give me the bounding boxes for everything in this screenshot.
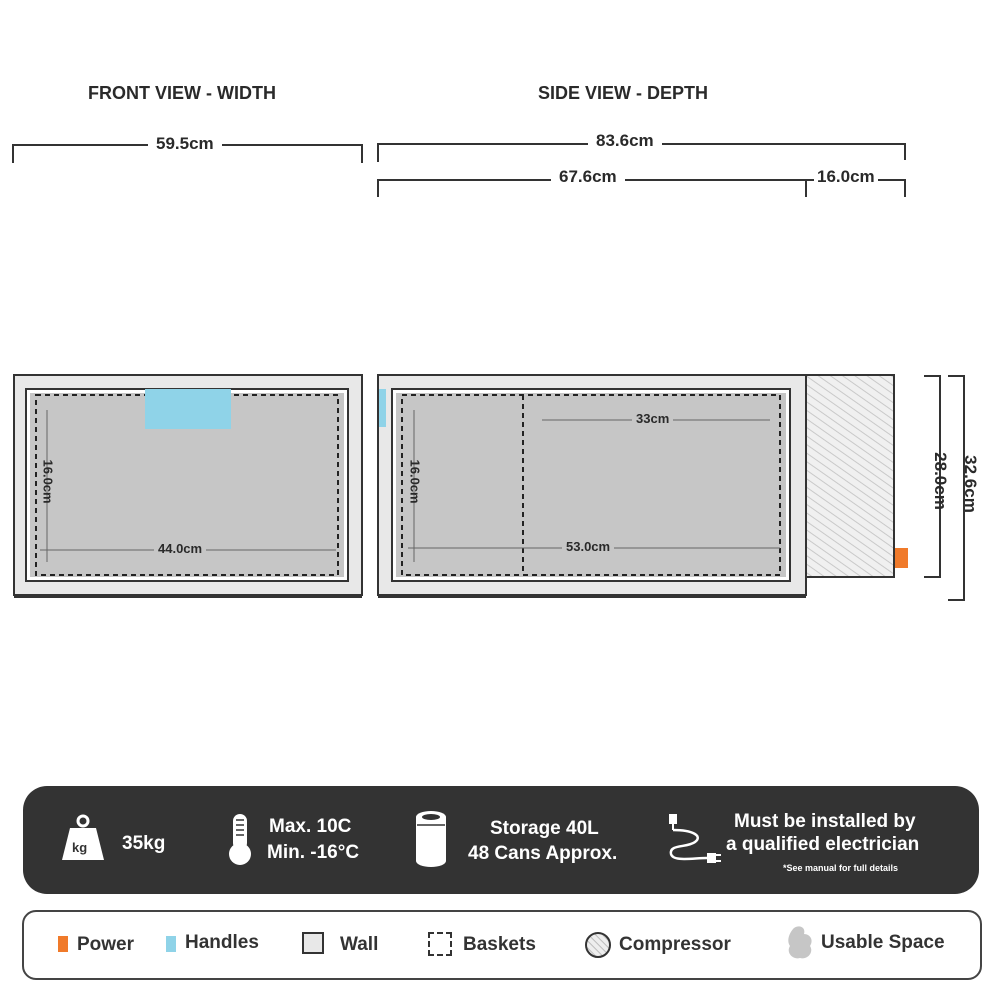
front-view-heading: FRONT VIEW - WIDTH <box>88 83 276 103</box>
legend-handles-label: Handles <box>185 932 259 953</box>
height-total-label: 32.6cm <box>961 455 980 513</box>
height-body-label: 28.0cm <box>931 452 950 510</box>
baskets-swatch <box>428 932 452 956</box>
power-swatch <box>58 936 68 952</box>
temp-max: Max. 10C <box>269 816 352 837</box>
specs-bar <box>23 786 979 894</box>
legend-baskets-label: Baskets <box>463 934 536 955</box>
compressor-icon <box>584 931 612 959</box>
front-width-label: 59.5cm <box>148 134 222 154</box>
compressor-housing <box>806 375 908 577</box>
install-note: *See manual for full details <box>783 863 899 873</box>
power-port <box>895 548 908 568</box>
front-view-body <box>14 375 362 597</box>
storage-line2: 48 Cans Approx. <box>468 843 618 864</box>
front-inner-width-label: 44.0cm <box>154 541 206 556</box>
compressor-depth-label: 16.0cm <box>814 167 878 187</box>
legend-usable-space-label: Usable Space <box>821 932 945 953</box>
install-line1: Must be installed by <box>734 811 916 832</box>
side-body-depth-label: 67.6cm <box>551 167 625 187</box>
side-inner-height-label: 16.0cm <box>407 459 423 504</box>
front-handle <box>145 389 231 429</box>
wall-swatch <box>302 932 324 954</box>
install-line2: a qualified electrician <box>726 834 920 855</box>
usable-space-icon <box>786 924 816 962</box>
legend-compressor-label: Compressor <box>619 934 731 955</box>
side-handle <box>379 389 386 427</box>
thermometer-icon <box>225 812 255 866</box>
side-inner-depth-upper-label: 33cm <box>632 411 673 426</box>
weight-value: 35kg <box>122 833 166 854</box>
can-icon <box>413 810 449 868</box>
weight-icon-label: kg <box>72 840 88 855</box>
power-plug-icon <box>663 812 723 868</box>
handles-swatch <box>166 936 176 952</box>
side-inner-depth-lower-label: 53.0cm <box>562 539 614 554</box>
legend-power-label: Power <box>77 934 135 955</box>
legend <box>22 910 982 980</box>
side-view-heading: SIDE VIEW - DEPTH <box>538 83 709 103</box>
side-total-depth-label: 83.6cm <box>588 131 662 151</box>
legend-wall-label: Wall <box>340 934 379 955</box>
side-view-body <box>378 375 806 597</box>
front-inner-height-label: 16.0cm <box>40 459 56 504</box>
temp-min: Min. -16°C <box>267 842 360 863</box>
storage-line1: Storage 40L <box>490 818 599 839</box>
